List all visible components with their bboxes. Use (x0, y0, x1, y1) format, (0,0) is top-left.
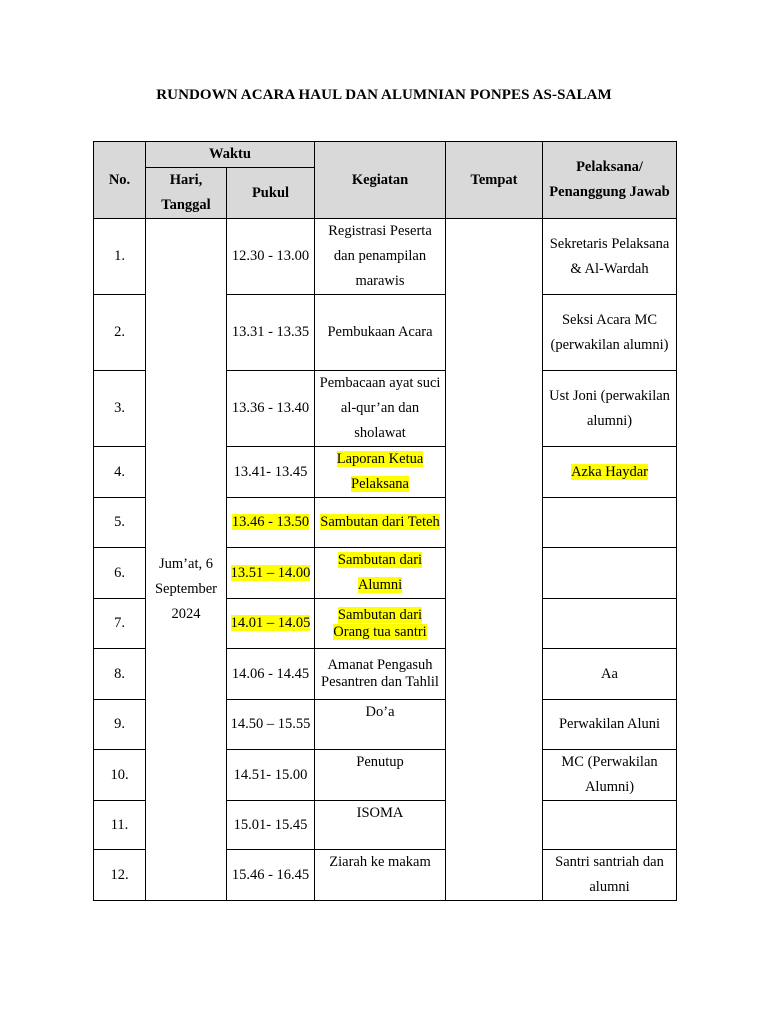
row-pukul: 14.51- 15.00 (227, 750, 315, 801)
row-no: 1. (94, 219, 146, 295)
highlighted-text: Sambutan dari Orang tua santri (333, 606, 427, 640)
row-pelaksana (543, 447, 677, 498)
row-kegiatan: Pembacaan ayat suci al-qur’an dan sholawat (315, 371, 446, 447)
highlighted-text: 13.51 – 14.00 (230, 564, 311, 581)
row-pukul (227, 498, 315, 548)
header-pukul: Pukul (227, 168, 315, 219)
row-kegiatan: Do’a (315, 700, 446, 750)
document-title: RUNDOWN ACARA HAUL DAN ALUMNIAN PONPES AS-SALAM (156, 87, 612, 103)
header-tempat: Tempat (446, 142, 543, 219)
row-no: 7. (94, 599, 146, 649)
header-no: No. (94, 142, 146, 219)
row-pukul: 15.01- 15.45 (227, 801, 315, 850)
row-no: 12. (94, 850, 146, 901)
row-pelaksana (543, 498, 677, 548)
row-kegiatan: Registrasi Peserta dan penampilan marawis (315, 219, 446, 295)
date-cell: Jum’at, 6 September 2024 (146, 219, 227, 901)
row-kegiatan (315, 599, 446, 649)
row-no: 5. (94, 498, 146, 548)
row-pelaksana: Sekretaris Pelaksana & Al-Wardah (543, 219, 677, 295)
row-pelaksana: Perwakilan Aluni (543, 700, 677, 750)
row-pelaksana: Seksi Acara MC (perwakilan alumni) (543, 295, 677, 371)
row-pelaksana: MC (Perwakilan Alumni) (543, 750, 677, 801)
row-pukul: 13.36 - 13.40 (227, 371, 315, 447)
row-kegiatan: Pembukaan Acara (315, 295, 446, 371)
highlighted-text: 13.46 - 13.50 (231, 514, 310, 530)
row-pukul: 15.46 - 16.45 (227, 850, 315, 901)
row-pukul: 14.06 - 14.45 (227, 649, 315, 700)
header-kegiatan: Kegiatan (315, 142, 446, 219)
highlighted-text: Sambutan dari Alumni (337, 552, 423, 593)
highlighted-text: Laporan Ketua Pelaksana (336, 451, 424, 492)
row-pukul (227, 599, 315, 649)
row-pelaksana: Aa (543, 649, 677, 700)
row-no: 2. (94, 295, 146, 371)
row-pukul: 14.50 – 15.55 (227, 700, 315, 750)
row-pukul: 13.31 - 13.35 (227, 295, 315, 371)
row-no: 11. (94, 801, 146, 850)
row-no: 9. (94, 700, 146, 750)
rundown-table (93, 141, 677, 901)
row-pukul: 13.41- 13.45 (227, 447, 315, 498)
row-kegiatan: Ziarah ke makam (315, 850, 446, 901)
tempat-cell (446, 219, 543, 901)
row-pelaksana (543, 599, 677, 649)
row-kegiatan (315, 447, 446, 498)
row-no: 6. (94, 548, 146, 599)
row-no: 4. (94, 447, 146, 498)
row-pelaksana: Santri santriah dan alumni (543, 850, 677, 901)
row-no: 3. (94, 371, 146, 447)
row-no: 8. (94, 649, 146, 700)
highlighted-text: 14.01 – 14.05 (230, 615, 311, 631)
row-pelaksana (543, 548, 677, 599)
header-hari: Hari, Tanggal (146, 168, 227, 219)
row-kegiatan: Amanat Pengasuh Pesantren dan Tahlil (315, 649, 446, 700)
header-pelaksana: Pelaksana/ Penanggung Jawab (543, 142, 677, 219)
row-kegiatan: ISOMA (315, 801, 446, 850)
highlighted-text: Azka Haydar (571, 463, 648, 480)
row-kegiatan (315, 498, 446, 548)
highlighted-text: Sambutan dari Teteh (320, 514, 440, 530)
row-pelaksana: Ust Joni (perwakilan alumni) (543, 371, 677, 447)
row-kegiatan (315, 548, 446, 599)
row-pelaksana (543, 801, 677, 850)
row-no: 10. (94, 750, 146, 801)
row-pukul (227, 548, 315, 599)
row-kegiatan: Penutup (315, 750, 446, 801)
row-pukul: 12.30 - 13.00 (227, 219, 315, 295)
header-waktu: Waktu (146, 142, 315, 168)
